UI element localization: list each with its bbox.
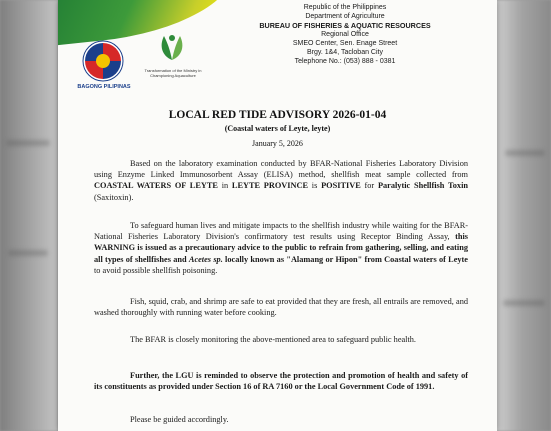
p4-text: The BFAR is closely monitoring the above-mentioned area to safeguard public health. [130, 335, 417, 344]
p2-species: Acetes sp. [188, 254, 223, 264]
paragraph-monitoring [94, 334, 468, 345]
p1-location: COASTAL WATERS OF LEYTE [94, 181, 218, 191]
paragraph-safe-seafood [94, 296, 468, 318]
advisory-document [58, 0, 497, 431]
p1-text-4: for [360, 181, 378, 191]
paragraph-closing [94, 414, 468, 425]
background-blur-right [493, 0, 551, 431]
p2-warning: this WARNING is issued as a precautionary advice to the public to refrain from gathering, selling, and eating all types of shellfishes and [94, 232, 468, 264]
agency-emblem-icon [156, 30, 188, 64]
paragraph-lgu-reminder [94, 370, 468, 392]
bagong-pilipinas-logo-icon [80, 38, 126, 84]
letterhead [204, 3, 486, 66]
background-text-smudge [6, 140, 50, 146]
p5-text: Further, the LGU is reminded to observe the protection and promotion of health and safety of its constituents as provided under Section 16 of RA 7160 or the Local Government Code of 1991. [94, 371, 468, 392]
letterhead-regional-office: Regional Office [321, 31, 369, 38]
p2-text-1: To safeguard human lives and mitigate impacts to the shellfish industry while waiting for the BFAR-National Fisheries Laboratory Division's confirmatory test results using Receptor Binding Assay, [94, 221, 468, 242]
bagong-pilipinas-logo-text: BAGONG PILIPINAS [77, 84, 131, 90]
letterhead-telephone: Telephone No.: (053) 888 - 0381 [294, 58, 396, 65]
p1-text-5: (Saxitoxin). [94, 192, 134, 202]
advisory-date: January 5, 2026 [252, 139, 303, 148]
advisory-title: LOCAL RED TIDE ADVISORY 2026-01-04 [168, 109, 387, 121]
p3-text: Fish, squid, crab, and shrimp are safe to eat provided that they are fresh, all entrails are removed, and washed thoroughly with running water before cooking. [94, 297, 468, 318]
p2-text-2: to avoid possible shellfish poisoning. [94, 265, 218, 275]
p1-toxin: Paralytic Shellfish Toxin [377, 181, 468, 191]
p1-text-3: is [308, 181, 322, 191]
p1-province: LEYTE PROVINCE [231, 181, 309, 191]
background-text-smudge [505, 150, 545, 156]
letterhead-address: Brgy. 1&4, Tacloban City [306, 49, 383, 56]
background-blur-left [0, 0, 58, 431]
letterhead-center: SMEO Center, Sen. Enage Street [292, 40, 398, 47]
p6-text: Please be guided accordingly. [130, 415, 229, 424]
paragraph-lab-findings [94, 158, 468, 203]
letterhead-department: Department of Agriculture [305, 13, 385, 20]
p2-local-name: locally known as "Alamang or Hipon" from Coastal waters of Leyte [222, 254, 468, 264]
p1-text-1: Based on the laboratory examination conducted by BFAR-National Fisheries Laboratory Division using Enzyme Linked Immunosorbent Assay (ELISA) method, shellfish meat sample collected from [94, 159, 468, 180]
p1-text-2: in [217, 181, 232, 191]
letterhead-bureau: BUREAU OF FISHERIES & AQUATIC RESOURCES [259, 21, 431, 30]
paragraph-warning [94, 220, 468, 276]
advisory-subtitle: (Coastal waters of Leyte, leyte) [224, 124, 331, 133]
letterhead-republic: Republic of the Philippines [303, 4, 387, 11]
background-text-smudge [503, 300, 545, 306]
p1-result: POSITIVE [321, 181, 361, 191]
background-text-smudge [8, 250, 48, 256]
agency-emblem-text: Transformation of the Ministry in Championing Aquaculture [144, 68, 202, 78]
